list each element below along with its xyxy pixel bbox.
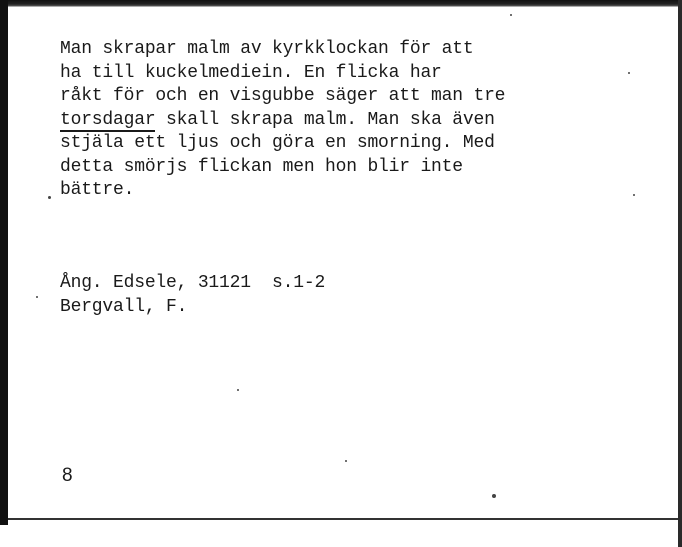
page-number: 8 — [62, 465, 73, 486]
scan-speck — [633, 194, 635, 196]
underlined-word: torsdagar — [60, 109, 156, 130]
scan-edge-top — [0, 0, 682, 7]
scan-speck — [510, 14, 512, 16]
reference-block — [60, 272, 325, 319]
reference-source: Ång. Edsele, 31121 s.1-2 — [60, 273, 326, 293]
scan-speck — [36, 296, 38, 298]
text-line-1: Man skrapar malm av kyrkklockan för att — [60, 39, 474, 59]
text-line-5: stjäla ett ljus och göra en smorning. Med — [60, 133, 495, 153]
scan-edge-left — [0, 0, 8, 525]
card-text-body — [60, 38, 660, 203]
reference-author: Bergvall, F. — [60, 296, 188, 317]
text-line-3: råkt för och en visgubbe säger att man tre — [60, 86, 506, 106]
scan-edge-right — [678, 0, 682, 547]
scan-speck — [48, 196, 51, 199]
text-line-4-rest: skall skrapa malm. Man ska även — [155, 109, 495, 130]
scan-speck — [492, 494, 496, 498]
text-line-6: detta smörjs flickan men hon blir inte — [60, 156, 463, 177]
text-line-7: bättre. — [60, 180, 135, 200]
text-line-4 — [60, 109, 660, 133]
scan-speck — [628, 72, 630, 74]
bottom-rule — [8, 518, 678, 520]
text-line-2: ha till kuckelmediein. En flicka har — [60, 62, 442, 83]
scan-speck — [345, 460, 347, 462]
scan-speck — [237, 389, 239, 391]
